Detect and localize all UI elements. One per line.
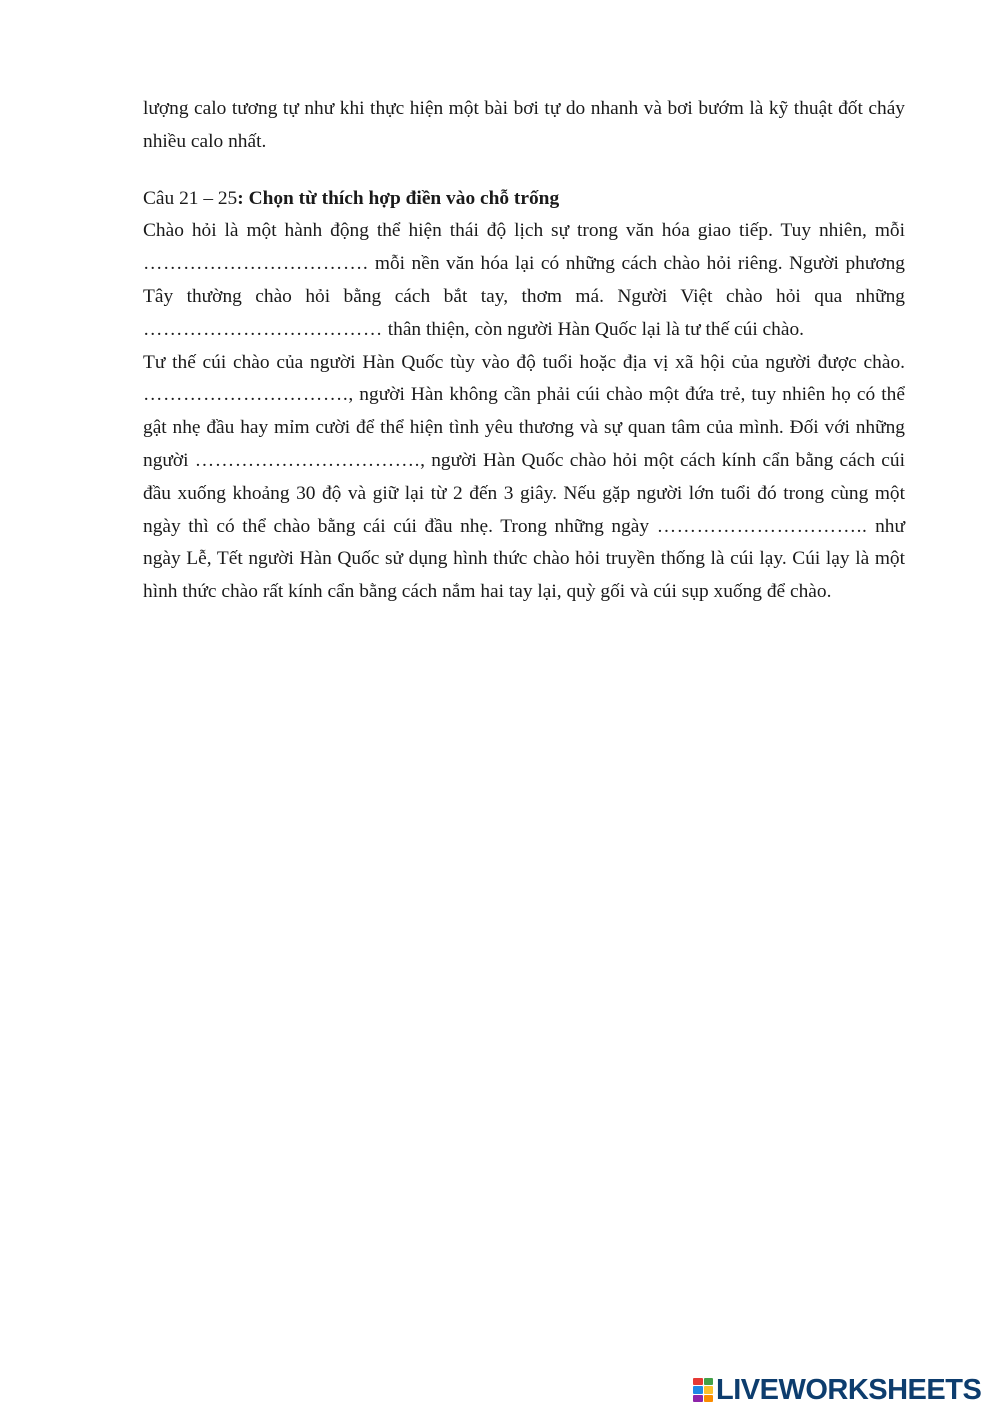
passage-text: như ngày Lễ, Tết người Hàn Quốc sử dụng hình thức chào hỏi truyền thống là cúi lạy. Cúi lạy là một hình thức chào rất kính cẩn bằng cách nắm hai tay lại, quỳ gối và cúi sụp xuống để chào. bbox=[143, 515, 905, 603]
blank-1[interactable]: ……………………………. bbox=[143, 253, 369, 275]
passage-text: thân thiện, còn người Hàn Quốc lại là tư thế cúi chào. bbox=[382, 318, 805, 340]
logo-tile bbox=[693, 1378, 703, 1385]
blank-5[interactable]: ………………………….. bbox=[656, 515, 868, 537]
passage-text: , người Hàn Quốc chào hỏi một cách kính cẩn bằng cách cúi đầu xuống khoảng 30 độ và giữ lại từ 2 đến 3 giây. Nếu gặp người lớn tuổi đó trong cùng một ngày thì có thể chào bằng cái cúi đầu nhẹ. Trong những ngày bbox=[143, 449, 905, 537]
document-page bbox=[143, 93, 905, 609]
logo-tile bbox=[704, 1378, 714, 1385]
passage-paragraph-1 bbox=[143, 215, 905, 346]
blank-3[interactable]: …………………………. bbox=[143, 384, 349, 406]
liveworksheets-logo bbox=[693, 1375, 981, 1405]
logo-tile bbox=[704, 1395, 714, 1402]
passage-paragraph-2 bbox=[143, 347, 905, 609]
question-number: Câu 21 – 25 bbox=[143, 187, 238, 209]
passage-text: Chào hỏi là một hành động thể hiện thái độ lịch sự trong văn hóa giao tiếp. Tuy nhiên, mỗi bbox=[143, 220, 905, 242]
intro-paragraph: lượng calo tương tự như khi thực hiện một bài bơi tự do nhanh và bơi bướm là kỹ thuật đốt cháy nhiều calo nhất. bbox=[143, 98, 905, 152]
logo-text: LIVEWORKSHEETS bbox=[716, 1373, 982, 1406]
question-instruction: : Chọn từ thích hợp điền vào chỗ trống bbox=[237, 187, 560, 209]
question-heading bbox=[143, 183, 905, 216]
logo-tile bbox=[693, 1386, 703, 1393]
blank-2[interactable]: ……………………………… bbox=[143, 318, 383, 340]
liveworksheets-logo-icon bbox=[693, 1378, 713, 1402]
passage-text: mỗi nền văn hóa lại có những cách chào hỏi riêng. Người phương Tây thường chào hỏi bằng cách bắt tay, thơm má. Người Việt chào hỏi qua những bbox=[143, 253, 905, 307]
logo-tile bbox=[704, 1386, 714, 1393]
logo-tile bbox=[693, 1395, 703, 1402]
blank-4[interactable]: ……………………………. bbox=[194, 449, 421, 471]
passage-text: Tư thế cúi chào của người Hàn Quốc tùy vào độ tuổi hoặc địa vị xã hội của người được chào. bbox=[143, 351, 905, 373]
passage-text: , người Hàn không cần phải cúi chào một đứa trẻ, tuy nhiên họ có thể gật nhẹ đầu hay mỉm cười để thể hiện tình yêu thương và sự quan tâm của mình. Đối với những người bbox=[143, 384, 905, 471]
